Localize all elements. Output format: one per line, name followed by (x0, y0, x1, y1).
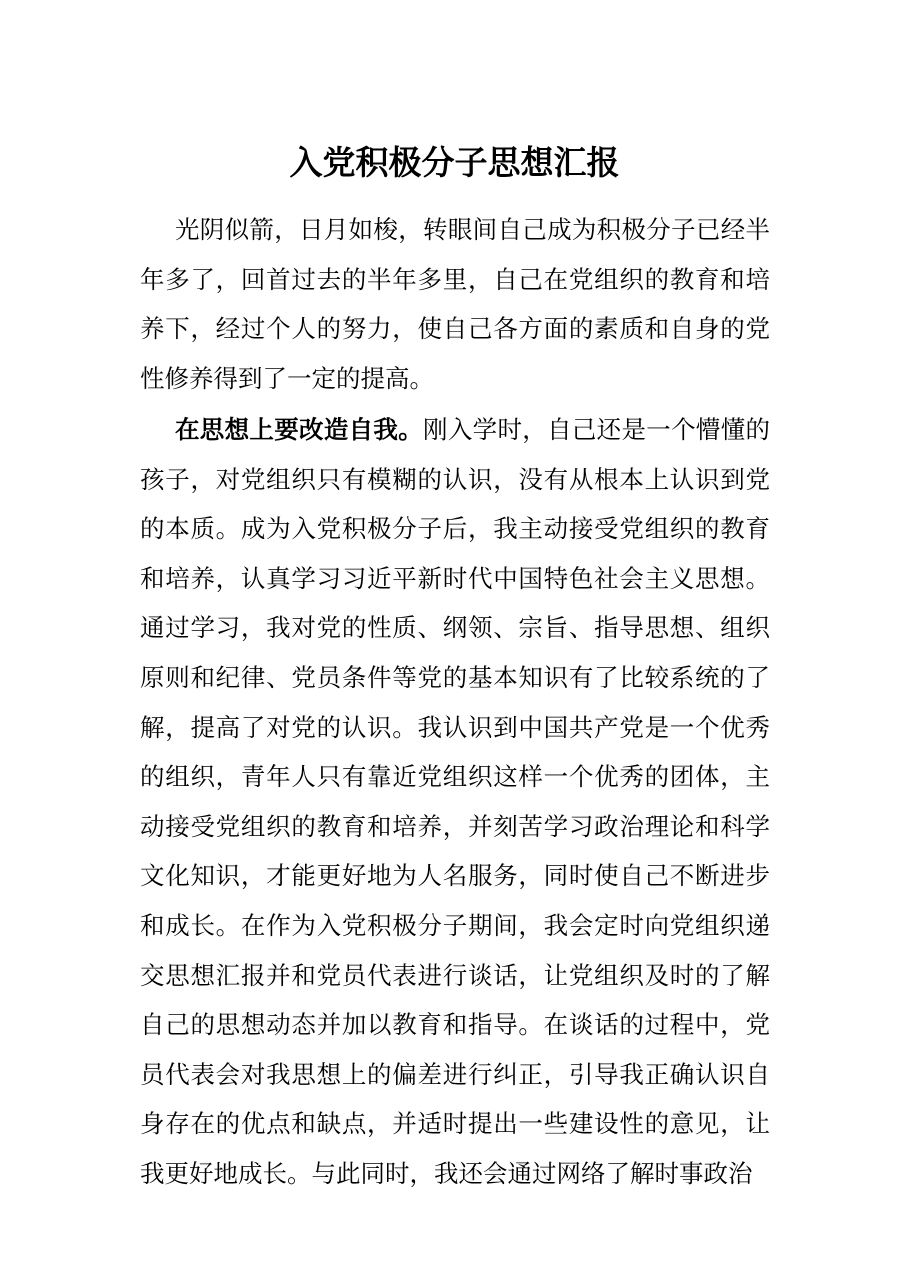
paragraph-thought-text: 刚入学时，自己还是一个懵懂的孩子，对党组织只有模糊的认识，没有从根本上认识到党的本质。成为入党积极分子后，我主动接受党组织的教育和培养，认真学习习近平新时代中国特色社会主义思想。通过学习，我对党的性质、纲领、宗旨、指导思想、组织原则和纪律、党员条件等党的基本知识有了比较系统的了解，提高了对党的认识。我认识到中国共产党是一个优秀的组织，青年人只有靠近党组织这样一个优秀的团体，主动接受党组织的教育和培养，并刻苦学习政治理论和科学文化知识，才能更好地为人名服务，同时使自己不断进步和成长。在作为入党积极分子期间，我会定时向党组织递交思想汇报并和党员代表进行谈话，让党组织及时的了解自己的思想动态并加以教育和指导。在谈话的过程中，党员代表会对我思想上的偏差进行纠正，引导我正确认识自身存在的优点和缺点，并适时提出一些建设性的意见，让我更好地成长。与此同时，我还会通过网络了解时事政治 (140, 415, 771, 1188)
document-title: 入党积极分子思想汇报 (289, 143, 620, 182)
paragraph-thought (140, 405, 770, 1199)
paragraph-intro (140, 205, 770, 403)
paragraph-thought-heading: 在思想上要改造自我。 (175, 415, 424, 444)
paragraph-intro-text: 光阴似箭，日月如梭，转眼间自己成为积极分子已经半年多了，回首过去的半年多里，自己在党组织的教育和培养下，经过个人的努力，使自己各方面的素质和自身的党性修养得到了一定的提高。 (140, 215, 770, 393)
